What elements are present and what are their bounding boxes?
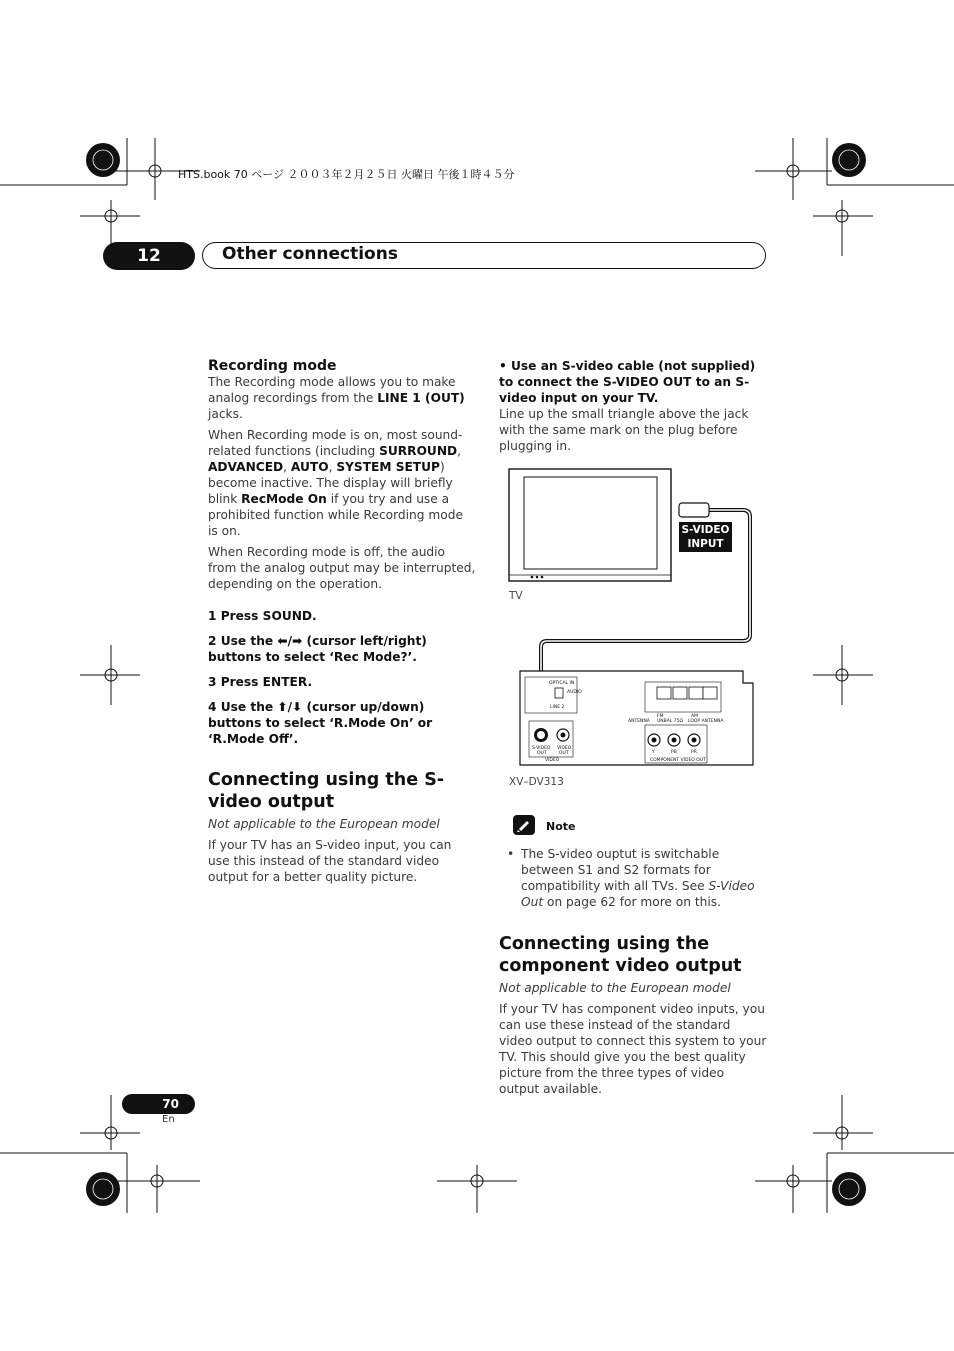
out-label-2: OUT bbox=[559, 751, 569, 756]
svideo-applicability: Not applicable to the European model bbox=[208, 817, 440, 831]
page-number: 70 bbox=[122, 1094, 195, 1114]
step-4: 4 Use the ⬆/⬇ (cursor up/down) buttons to select ‘R.Mode On’ or ‘R.Mode Off’. bbox=[208, 700, 433, 746]
note-icon bbox=[513, 815, 535, 835]
text: on page 62 for more on this. bbox=[543, 895, 721, 909]
out-label-1: OUT bbox=[537, 751, 547, 756]
video-out-label: VIDEO bbox=[557, 746, 572, 751]
auto-label: AUTO bbox=[290, 460, 329, 474]
note-title: Note bbox=[546, 820, 576, 833]
pr-label: PR bbox=[691, 750, 697, 755]
step-2: 2 Use the ⬅/➡ (cursor left/right) buttons to select ‘Rec Mode?’. bbox=[208, 634, 427, 664]
step-3: 3 Press ENTER. bbox=[208, 675, 313, 689]
text: The Recording mode allows you to make analog recordings from the bbox=[208, 375, 456, 405]
text: ) become inactive. The display will briefly blink bbox=[208, 460, 453, 506]
svideo-input-line1: S-VIDEO bbox=[681, 524, 730, 536]
model-label: XV–DV313 bbox=[509, 776, 564, 788]
video-group-label: VIDEO bbox=[545, 758, 560, 763]
svideo-body: If your TV has an S-video input, you can use this instead of the standard video output for a better quality picture. bbox=[208, 838, 452, 884]
note-text bbox=[521, 846, 767, 910]
text: , bbox=[457, 444, 462, 458]
pb-label: PB bbox=[671, 750, 677, 755]
tv-plug bbox=[679, 503, 709, 517]
line-up-text: Line up the small triangle above the jack with the same mark on the plug before plugging in. bbox=[499, 407, 749, 453]
text: , bbox=[328, 460, 337, 474]
line2-label: LINE 2 bbox=[550, 705, 565, 710]
recmode-label: RecMode On bbox=[241, 492, 327, 506]
component-out-label: COMPONENT VIDEO OUT bbox=[650, 758, 706, 763]
line1-out-label: LINE 1 (OUT) bbox=[377, 391, 465, 405]
svideo-input-line2: INPUT bbox=[687, 538, 724, 550]
chapter-title: Other connections bbox=[222, 244, 398, 264]
am-loop-label: LOOP ANTENNA bbox=[688, 719, 724, 724]
svideo-input-tag bbox=[679, 522, 732, 552]
component-body: If your TV has component video inputs, you can use these instead of the standard video output to connect this system to your TV. This should give you the best quality picture from the three types of video output available. bbox=[499, 1002, 767, 1096]
svideo-out-reference: S-Video Out bbox=[521, 879, 755, 909]
fm-unbal-label: UNBAL 75Ω bbox=[657, 719, 683, 724]
fm-label: FM bbox=[657, 714, 664, 719]
left-column bbox=[208, 358, 476, 890]
recording-para-1 bbox=[208, 374, 476, 422]
surround-label: SURROUND bbox=[379, 444, 458, 458]
tv-label: TV bbox=[509, 590, 523, 602]
svideo-out-label: S-VIDEO bbox=[532, 746, 551, 751]
chapter-number: 12 bbox=[103, 242, 195, 270]
text: jacks. bbox=[208, 407, 243, 421]
text: , bbox=[283, 460, 291, 474]
svideo-instruction: • Use an S-video cable (not supplied) to connect the S-VIDEO OUT to an S-video input on your TV. bbox=[499, 359, 756, 405]
tv-screen bbox=[524, 477, 657, 569]
step-1: 1 Press SOUND. bbox=[208, 609, 317, 623]
advanced-label: ADVANCED bbox=[208, 460, 284, 474]
recording-para-3: When Recording mode is off, the audio from the analog output may be interrupted, depending on the operation. bbox=[208, 545, 476, 591]
component-section bbox=[499, 933, 767, 1102]
component-applicability: Not applicable to the European model bbox=[499, 981, 731, 995]
connection-diagram bbox=[505, 465, 760, 770]
recording-para-2 bbox=[208, 427, 476, 539]
antenna-label: ANTENNA bbox=[628, 719, 650, 724]
optical-in-label: OPTICAL IN bbox=[549, 681, 575, 686]
right-column-top bbox=[499, 358, 767, 459]
language-code: En bbox=[162, 1114, 175, 1125]
bullet: • bbox=[507, 847, 515, 861]
text: When Recording mode is on, most sound-related functions (including bbox=[208, 428, 463, 458]
audio-label: AUDIO bbox=[567, 690, 582, 695]
note-body bbox=[507, 846, 767, 910]
recording-mode-heading: Recording mode bbox=[208, 358, 337, 374]
am-label: AM bbox=[691, 714, 698, 719]
svideo-heading: Connecting using the S-video output bbox=[208, 770, 445, 812]
system-setup-label: SYSTEM SETUP bbox=[336, 460, 440, 474]
y-label: Y bbox=[652, 750, 655, 755]
text: if you try and use a prohibited function while Recording mode is on. bbox=[208, 492, 463, 538]
print-header: HTS.book 70 ページ ２００３年２月２５日 火曜日 午後１時４５分 bbox=[178, 168, 515, 181]
component-heading: Connecting using the component video output bbox=[499, 934, 742, 976]
text: The S-video ouptut is switchable between S1 and S2 formats for compatibility with all TVs. See bbox=[521, 847, 720, 893]
